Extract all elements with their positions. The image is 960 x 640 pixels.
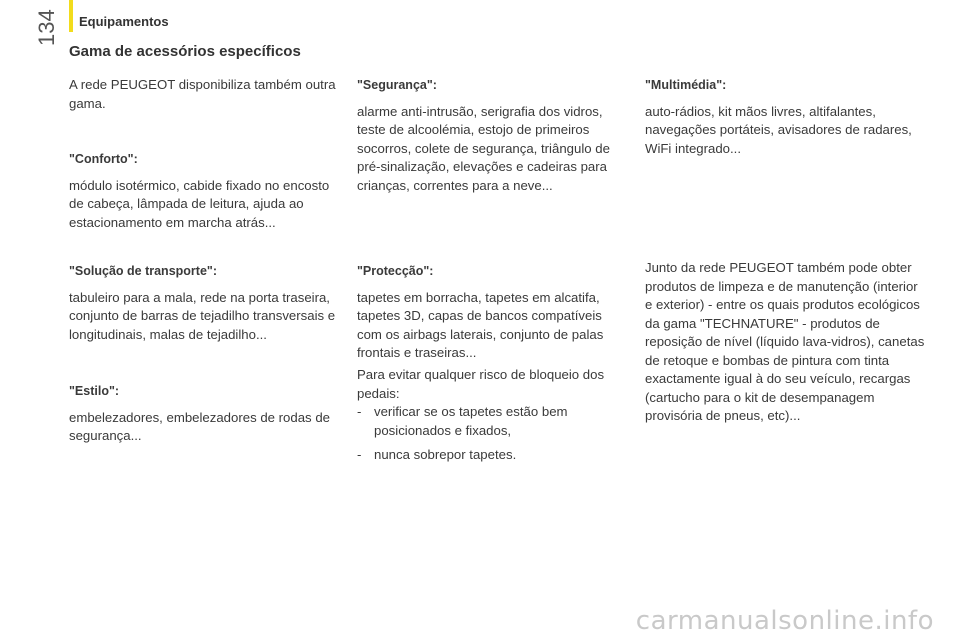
conforto-heading: "Conforto": [69,152,138,166]
bullet-text: verificar se os tapetes estão bem posicionados e fixados, [374,404,568,438]
estilo-text: embelezadores, embelezadores de rodas de segurança... [69,409,330,443]
pedal-warning-text: Para evitar qualquer risco de bloqueio dos pedais: [357,367,605,401]
page-number: 134 [34,9,59,46]
conforto-block [69,150,344,232]
estilo-block [69,382,344,446]
watermark-text: carmanualsonline.info [635,606,934,636]
proteccao-text: tapetes em borracha, tapetes em alcatifa, tapetes 3D, capas de bancos compatíveis com os airbags laterais, conjunto de palas frontais e traseiras... [357,289,604,360]
bullet-text: nunca sobrepor tapetes. [374,447,517,462]
bullet-dash: - [357,447,362,462]
seguranca-text: alarme anti-intrusão, serigrafia dos vidros, teste de alcoolémia, estojo de primeiros socorros, colete de segurança, triângulo de pré-sinalização, elevações e cadeiras para crianças, correntes para a neve... [357,103,610,193]
intro-block [69,76,344,113]
estilo-heading: "Estilo": [69,384,120,398]
seguranca-block [357,76,627,195]
intro-text: A rede PEUGEOT disponibiliza também outra gama. [69,77,336,111]
section-label: Equipamentos [79,14,169,29]
technature-text: Junto da rede PEUGEOT também pode obter produtos de limpeza e de manutenção (interior e exterior) - entre os quais produtos ecológicos da gama "TECHNATURE" - produtos de reposição de nível (líquido lava-vidros), canetas de retoque e bombas de pintura com tinta exactamente igual à do seu veículo, recargas (cartucho para o kit de desempanagem provisória de pneus, etc)... [645,260,925,423]
multimedia-text: auto-rádios, kit mãos livres, altifalantes, navegações portáteis, avisadores de radares, WiFi integrado... [645,103,912,156]
list-item [357,446,627,465]
conforto-text: módulo isotérmico, cabide fixado no encosto de cabeça, lâmpada de leitura, ajuda ao estacionamento em marcha atrás... [69,177,330,230]
transporte-text: tabuleiro para a mala, rede na porta traseira, conjunto de barras de tejadilho transversais e longitudinais, malas de tejadilho... [69,289,336,342]
page-title: Gama de acessórios específicos [69,43,301,60]
list-item [357,403,627,440]
transporte-block [69,262,344,344]
section-accent-bar [69,0,73,32]
seguranca-heading: "Segurança": [357,78,437,92]
multimedia-heading: "Multimédia": [645,78,727,92]
pedal-warning-block [357,366,627,471]
multimedia-block [645,76,925,158]
transporte-heading: "Solução de transporte": [69,264,217,278]
technature-block [645,259,925,426]
proteccao-block [357,262,627,363]
proteccao-heading: "Protecção": [357,264,434,278]
bullet-dash: - [357,404,362,419]
warning-bullet-list [357,403,627,465]
